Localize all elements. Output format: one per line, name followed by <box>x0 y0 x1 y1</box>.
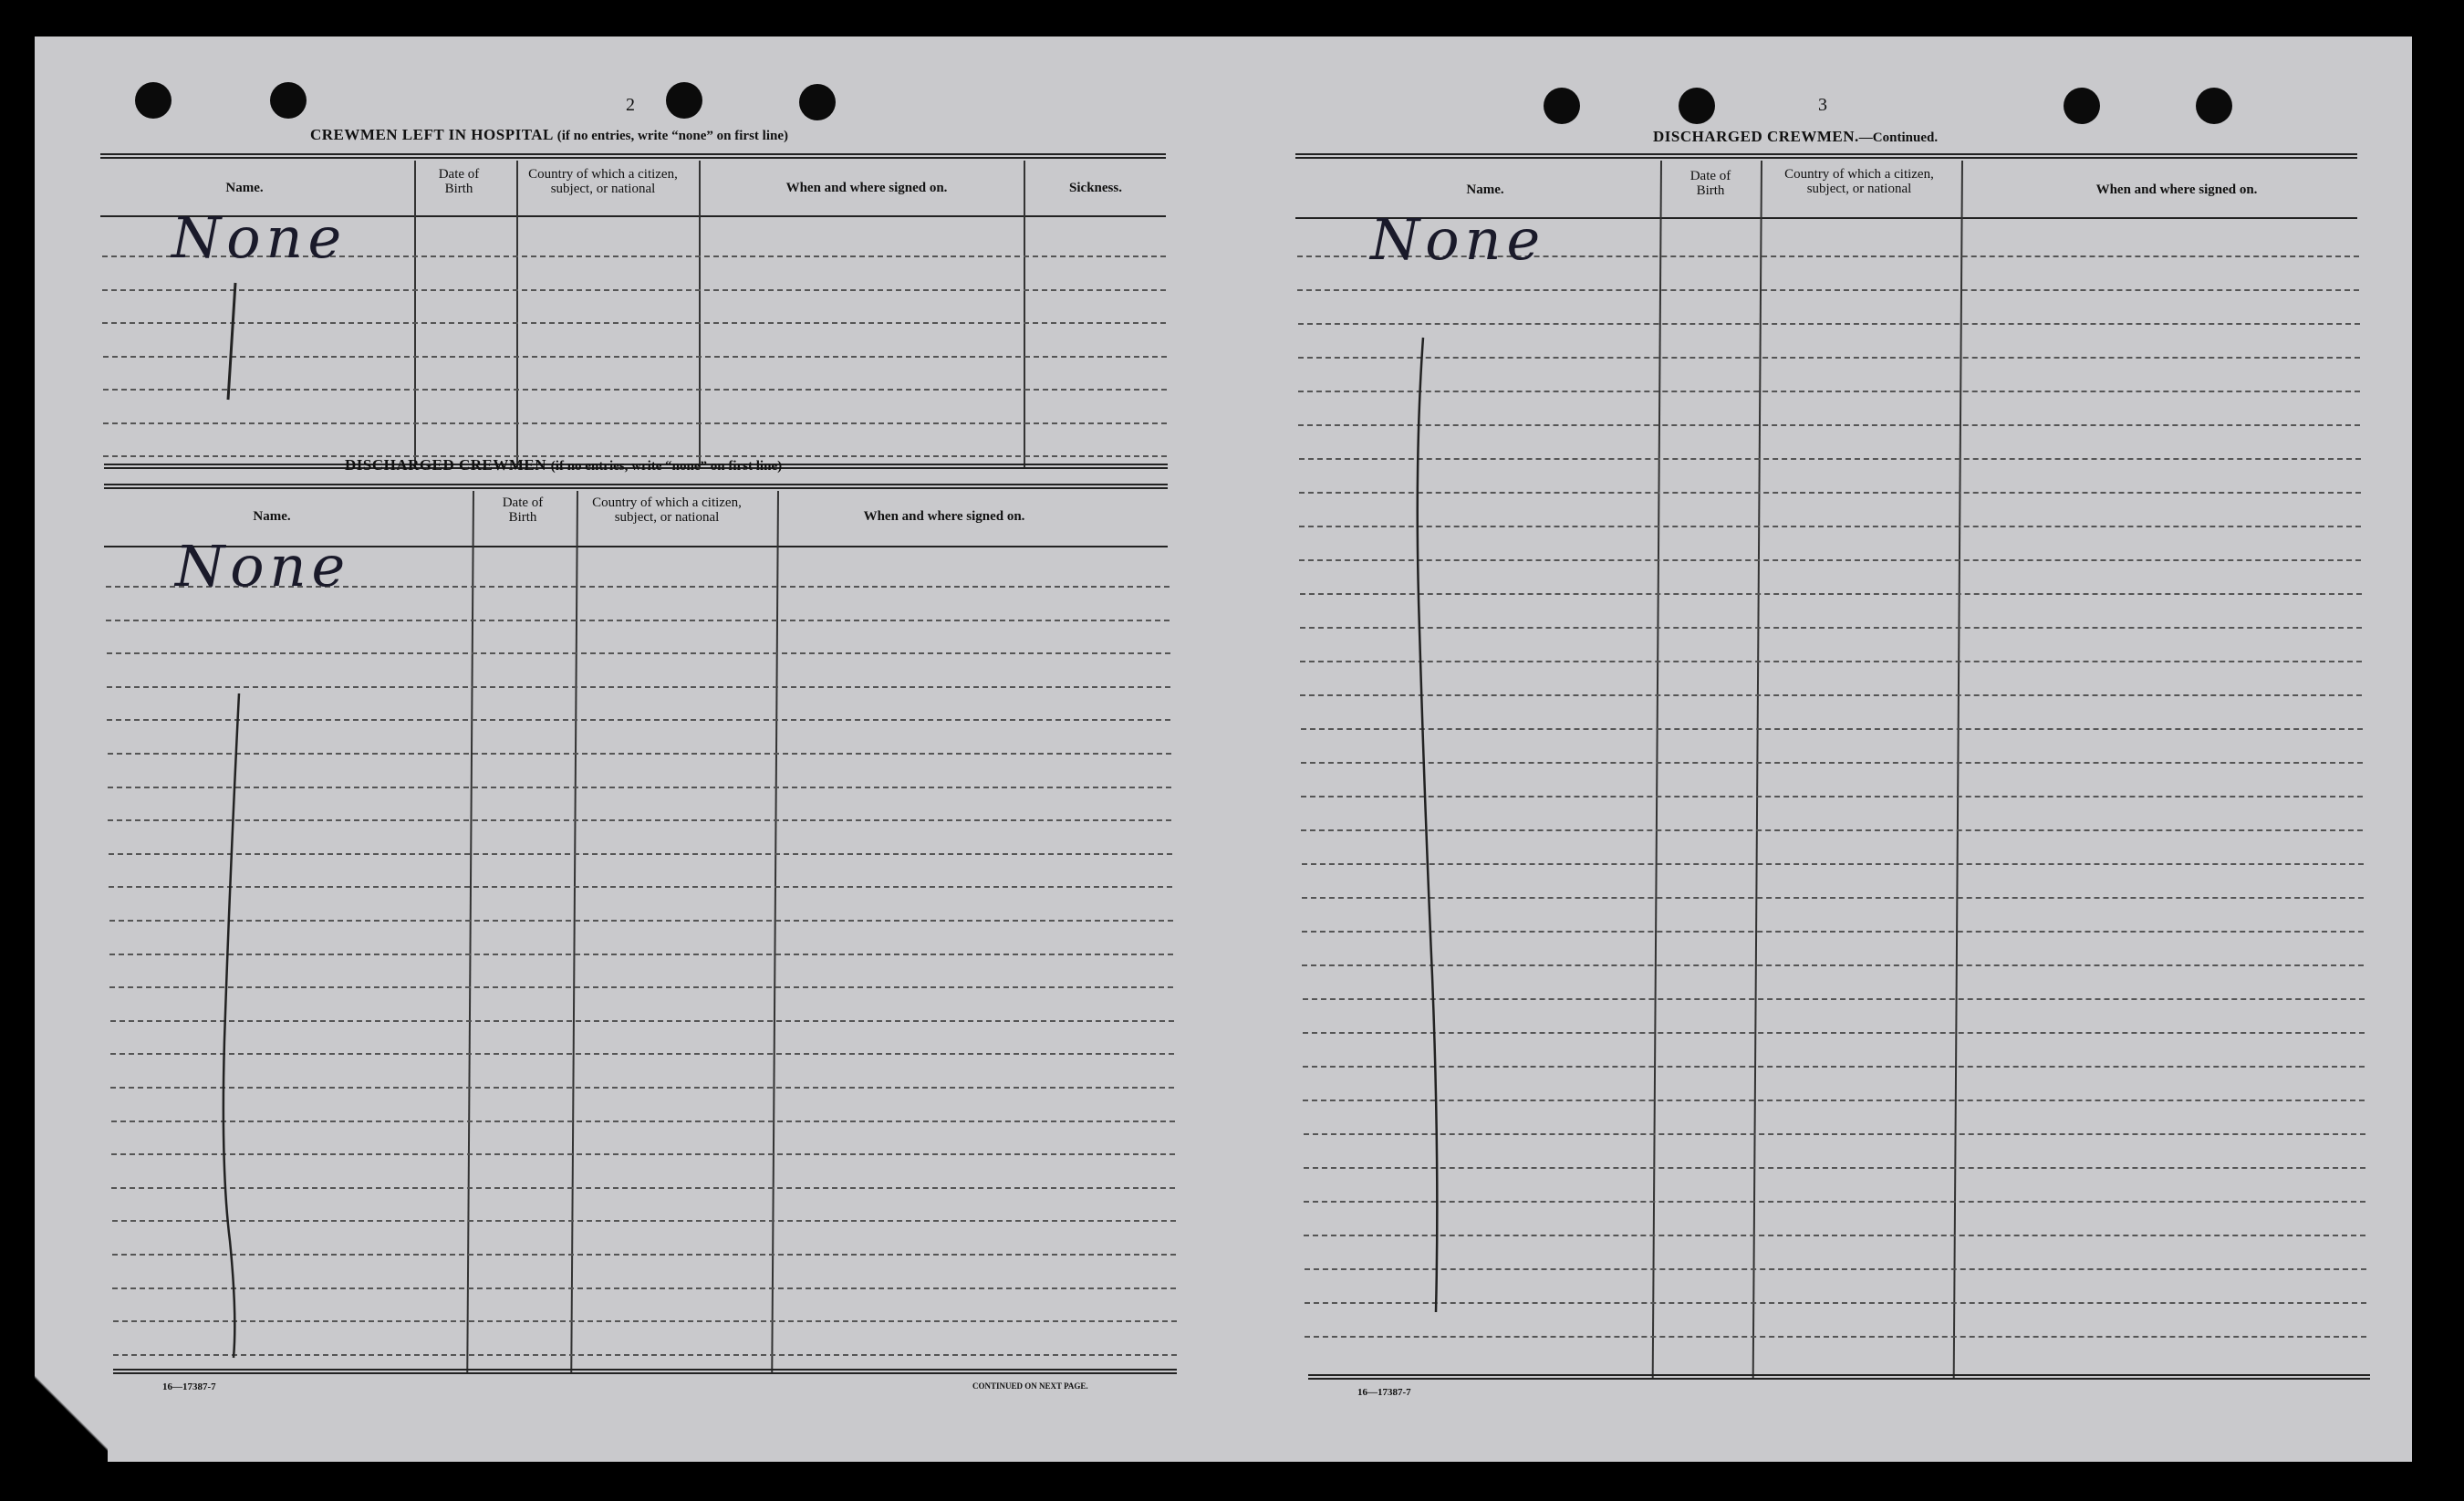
ruled-line <box>102 289 1166 291</box>
ruled-line <box>1301 796 2363 797</box>
ruled-line <box>106 620 1170 621</box>
hospital-title-text: CREWMEN LEFT IN HOSPITAL <box>310 126 553 143</box>
discharged-bottom-rule <box>113 1369 1177 1374</box>
right-top-rule <box>1295 153 2357 159</box>
ruled-line <box>1305 1336 2366 1338</box>
ruled-line <box>1303 998 2365 1000</box>
ruled-line <box>1302 931 2364 933</box>
continued-note: CONTINUED ON NEXT PAGE. <box>972 1381 1088 1391</box>
punch-hole <box>666 82 702 119</box>
page-number: 2 <box>626 95 635 115</box>
ruled-line <box>111 1187 1175 1189</box>
discharged-col-divider <box>771 491 779 1374</box>
punch-hole <box>799 84 836 120</box>
ruled-line <box>1300 694 2362 696</box>
ruled-line <box>107 686 1170 688</box>
ruled-line <box>111 1153 1175 1155</box>
ruled-line <box>1304 1201 2365 1203</box>
right-handwritten-line <box>1412 338 1449 1314</box>
ruled-line <box>110 1087 1174 1089</box>
ruled-line <box>111 1121 1175 1122</box>
ruled-line <box>109 920 1173 922</box>
ruled-line <box>1302 863 2364 865</box>
ruled-line <box>1297 289 2359 291</box>
ruled-line <box>1304 1167 2365 1169</box>
ruled-line <box>1298 357 2360 359</box>
ruled-line <box>109 954 1173 955</box>
ruled-line <box>112 1220 1176 1222</box>
ruled-line <box>102 322 1166 324</box>
ruled-line <box>109 986 1173 988</box>
discharged-col-divider <box>570 491 578 1374</box>
punch-hole <box>135 82 172 119</box>
form-number: 16—17387-7 <box>162 1381 216 1392</box>
ruled-line <box>1303 1066 2365 1068</box>
ruled-line <box>1304 1133 2365 1135</box>
punch-hole <box>2196 88 2232 124</box>
right-section-title <box>1653 128 1938 146</box>
ruled-line <box>1300 593 2362 595</box>
discharged-col-country: Country of which a citizen, subject, or national <box>592 495 742 525</box>
hospital-handwritten-line <box>226 283 244 401</box>
hospital-col-signed-on: When and where signed on. <box>785 181 948 195</box>
discharged-title-text: DISCHARGED CREWMEN <box>345 456 547 474</box>
ruled-line <box>1301 829 2363 831</box>
ruled-line <box>113 1320 1177 1322</box>
hospital-top-rule <box>100 153 1166 159</box>
ruled-line <box>108 819 1171 821</box>
ruled-line <box>1305 1302 2366 1304</box>
ruled-line <box>103 422 1167 424</box>
discharged-col-signed-on: When and where signed on. <box>863 509 1025 524</box>
right-col-name: Name. <box>1466 182 1504 197</box>
discharged-col-divider <box>466 491 474 1374</box>
hospital-section-title <box>310 126 788 144</box>
ruled-line <box>1300 627 2362 629</box>
ruled-line <box>103 356 1167 358</box>
ruled-line <box>1298 323 2360 325</box>
discharged-col-name: Name. <box>253 509 291 524</box>
right-col-divider <box>1652 161 1662 1378</box>
discharged-handwritten-line <box>217 693 254 1360</box>
ruled-line <box>108 753 1171 755</box>
ruled-line <box>1303 1032 2365 1034</box>
right-handwritten-entry: None <box>1370 206 1546 273</box>
form-number: 16—17387-7 <box>1357 1387 1411 1398</box>
ruled-line <box>107 652 1170 654</box>
hospital-title-note: (if no entries, write “none” on first line) <box>556 129 788 143</box>
right-col-divider <box>1752 161 1762 1378</box>
ruled-line <box>1298 391 2360 392</box>
ruled-line <box>1300 661 2362 662</box>
hospital-col-sickness: Sickness. <box>1069 181 1122 195</box>
right-title-suffix: —Continued. <box>1858 130 1939 145</box>
right-col-divider <box>1953 161 1963 1378</box>
punch-hole <box>2064 88 2100 124</box>
discharged-col-dob: Date of Birth <box>502 495 544 525</box>
discharged-title-note: (if no entries, write “none” on first line) <box>550 459 783 474</box>
ruled-line <box>103 389 1167 391</box>
hospital-col-dob: Date of Birth <box>438 167 480 196</box>
document-sheet <box>35 36 2412 1462</box>
ruled-line <box>1299 458 2361 460</box>
ruled-line <box>112 1287 1176 1289</box>
ruled-line <box>1305 1268 2366 1270</box>
ruled-line <box>108 787 1171 788</box>
ruled-line <box>109 853 1172 855</box>
right-col-country: Country of which a citizen, subject, or national <box>1784 167 1934 196</box>
ruled-line <box>1298 424 2360 426</box>
page-number: 3 <box>1818 95 1827 115</box>
hospital-col-country: Country of which a citizen, subject, or national <box>528 167 678 196</box>
discharged-top-rule <box>104 484 1168 489</box>
ruled-line <box>107 719 1170 721</box>
ruled-line <box>110 1020 1174 1022</box>
ruled-line <box>1299 492 2361 494</box>
ruled-line <box>110 1053 1174 1055</box>
discharged-title-row <box>345 456 782 474</box>
hospital-handwritten-entry: None <box>172 204 348 271</box>
punch-hole <box>270 82 307 119</box>
ruled-line <box>1303 1100 2365 1101</box>
ruled-line <box>112 1254 1176 1256</box>
ruled-line <box>1301 728 2363 730</box>
punch-hole <box>1544 88 1580 124</box>
hospital-col-name: Name. <box>225 181 264 195</box>
right-col-signed-on: When and where signed on. <box>2095 182 2258 197</box>
punch-hole <box>1679 88 1715 124</box>
ruled-line <box>1302 897 2364 899</box>
ruled-line <box>1301 762 2363 764</box>
right-bottom-rule <box>1308 1374 2370 1380</box>
ruled-line <box>109 886 1172 888</box>
ruled-line <box>113 1354 1177 1356</box>
right-title-text: DISCHARGED CREWMEN. <box>1653 128 1859 145</box>
right-col-dob: Date of Birth <box>1689 169 1731 198</box>
ruled-line <box>1304 1235 2365 1236</box>
discharged-handwritten-entry: None <box>175 533 351 599</box>
ruled-line <box>1299 526 2361 527</box>
ruled-line <box>1299 559 2361 561</box>
ruled-line <box>1302 964 2364 966</box>
